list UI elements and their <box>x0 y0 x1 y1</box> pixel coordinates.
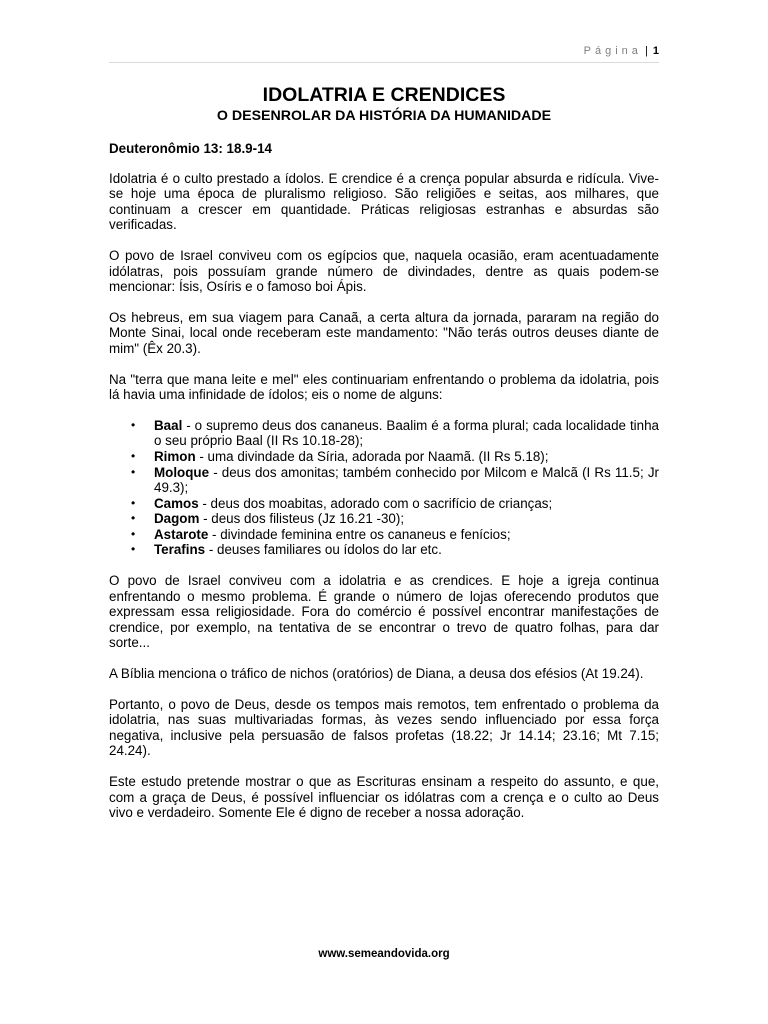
paragraph: Na "terra que mana leite e mel" eles continuariam enfrentando o problema da idolatria, pois lá havia uma infinidade de ídolos; eis o nome de alguns: <box>109 371 659 403</box>
idol-description: - deuses familiares ou ídolos do lar etc. <box>205 542 442 558</box>
page-separator: | <box>644 45 648 57</box>
paragraph: O povo de Israel conviveu com os egípcios que, naquela ocasião, eram acentuadamente idólatras, pois possuíam grande número de divindades, dentre as quais podem-se mencionar: Ísis, Osíris e o famoso boi Ápis. <box>109 247 659 295</box>
idol-description: - deus dos amonitas; também conhecido por Milcom e Malcã (I Rs 11.5; Jr 49.3); <box>154 464 659 496</box>
bullet-icon: • <box>131 417 136 432</box>
idol-name: Camos <box>154 495 199 511</box>
bullet-icon: • <box>131 542 136 557</box>
idol-name: Terafins <box>154 542 206 558</box>
bible-reference: Deuteronômio 13: 18.9-14 <box>109 141 272 156</box>
paragraph: A Bíblia menciona o tráfico de nichos (oratórios) de Diana, a deusa dos efésios (At 19.24). <box>109 666 644 682</box>
list-item <box>131 526 659 543</box>
idol-description: - uma divindade da Síria, adorada por Naamã. (II Rs 5.18); <box>195 448 549 464</box>
bullet-icon: • <box>131 448 136 463</box>
list-item <box>131 542 659 558</box>
document-subtitle: O DESENROLAR DA HISTÓRIA DA HUMANIDADE <box>216 108 552 124</box>
idol-name: Astarote <box>154 526 209 542</box>
page-label: Página <box>583 45 642 57</box>
idol-name: Rimon <box>154 448 196 464</box>
page-number: 1 <box>652 45 659 57</box>
paragraph: Os hebreus, em sua viagem para Canaã, a certa altura da jornada, pararam na região do Monte Sinai, local onde receberam este mandamento: "Não terás outros deuses diante de mim" (Êx 20.3). <box>109 309 659 356</box>
paragraph: O povo de Israel conviveu com a idolatria e as crendices. E hoje a igreja continua enfrentando o mesmo problema. É grande o número de lojas oferecendo produtos que expressam essa religiosidade. Fora do comércio é possível encontrar manifestações de crendice, por exemplo, na tentativa de se encontrar o trevo de quatro folhas, para dar sorte... <box>109 573 659 651</box>
idol-description: - divindade feminina entre os cananeus e fenícios; <box>208 526 511 542</box>
list-item <box>131 464 659 496</box>
list-item <box>131 495 659 512</box>
list-item <box>131 448 659 465</box>
bullet-icon: • <box>131 511 136 526</box>
list-item <box>131 417 659 449</box>
bullet-icon: • <box>131 495 136 510</box>
page-header <box>109 42 659 63</box>
idol-description: - deus dos filisteus (Jz 16.21 -30); <box>199 511 405 527</box>
list-item <box>131 511 659 527</box>
document-body <box>109 84 659 821</box>
bullet-icon: • <box>131 464 136 479</box>
footer-website: www.semeandovida.org <box>318 948 450 960</box>
idol-list <box>109 418 659 558</box>
bullet-icon: • <box>131 526 136 541</box>
idol-name: Moloque <box>154 464 210 480</box>
paragraph: Este estudo pretende mostrar o que as Escrituras ensinam a respeito do assunto, e que, com a graça de Deus, é possível influenciar os idólatras com a crença e o culto ao Deus vivo e verdadeiro. Somente Ele é digno de receber a nossa adoração. <box>109 774 659 821</box>
idol-description: - deus dos moabitas, adorado com o sacrifício de crianças; <box>198 495 553 511</box>
paragraph: Portanto, o povo de Deus, desde os tempos mais remotos, tem enfrentado o problema da idolatria, nas suas multivariadas formas, às vezes sendo influenciado por essa força negativa, inclusive pela persuasão de falsos profetas (18.22; Jr 14.14; 23.16; Mt 7.15; 24.24). <box>109 696 659 759</box>
idol-name: Dagom <box>154 511 200 527</box>
paragraph: Idolatria é o culto prestado a ídolos. E crendice é a crença popular absurda e ridícula. Vive-se hoje uma época de pluralismo religioso. São religiões e seitas, aos milhares, que continuam a crescer em quantidade. Práticas religiosas estranhas e absurdas são verificadas. <box>109 170 659 233</box>
document-title: IDOLATRIA E CRENDICES <box>262 84 506 106</box>
idol-name: Baal <box>154 417 183 433</box>
idol-description: - o supremo deus dos cananeus. Baalim é a forma plural; cada localidade tinha o seu próprio Baal (II Rs 10.18-28); <box>154 417 659 449</box>
